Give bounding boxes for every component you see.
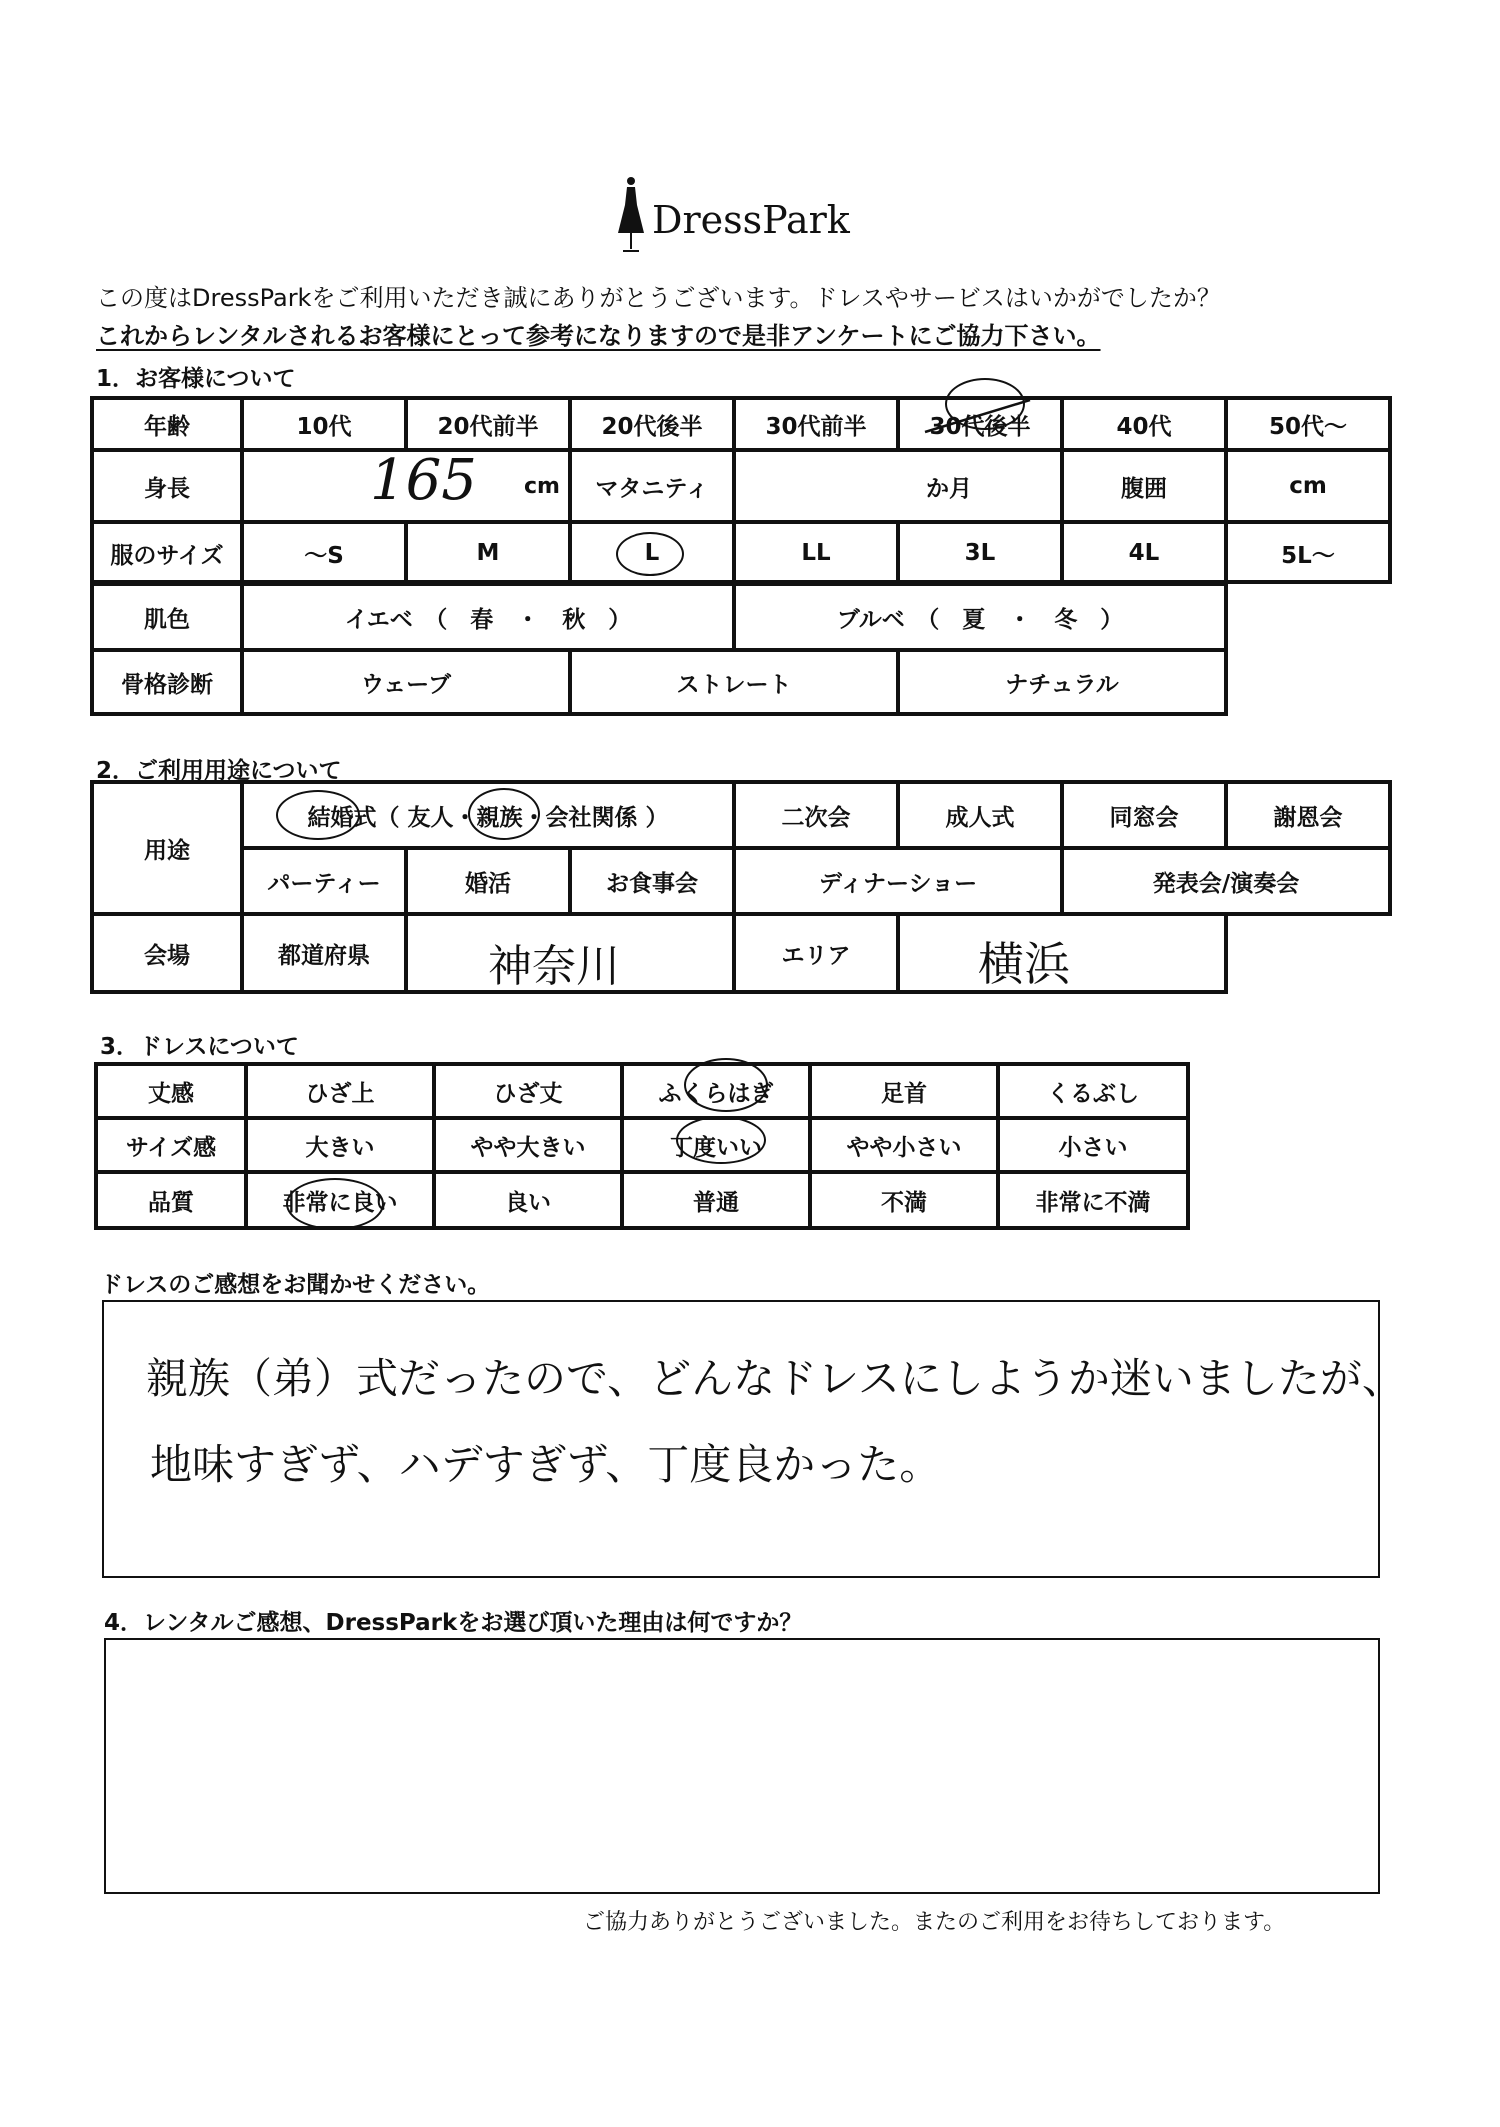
- size-label: 服のサイズ: [92, 522, 242, 584]
- closing-text: ご協力ありがとうございました。またのご利用をお待ちしております。: [583, 1910, 1286, 1935]
- purpose-option[interactable]: ディナーショー: [734, 848, 1062, 914]
- purpose-option[interactable]: 発表会/演奏会: [1062, 848, 1390, 914]
- impressions-line: 地味すぎず、ハデすぎず、丁度良かった。: [150, 1440, 942, 1489]
- purpose-option[interactable]: お食事会: [570, 848, 734, 914]
- maternity-label: マタニティ: [570, 450, 734, 522]
- skin-label: 肌色: [92, 584, 242, 650]
- selection-circle: [276, 790, 360, 840]
- age-option[interactable]: 20代前半: [406, 398, 570, 450]
- size-option[interactable]: 4L: [1062, 522, 1226, 584]
- impressions-prompt: ドレスのご感想をお聞かせください。: [100, 1272, 491, 1298]
- height-label: 身長: [92, 450, 242, 522]
- size-option[interactable]: 3L: [898, 522, 1062, 584]
- purpose-option[interactable]: 成人式: [898, 782, 1062, 848]
- purpose-option[interactable]: 謝恩会: [1226, 782, 1390, 848]
- fit-option[interactable]: 大きい: [246, 1118, 434, 1172]
- skin-yellow-option[interactable]: イエベ （ 春 ・ 秋 ）: [242, 584, 734, 650]
- quality-option[interactable]: 不満: [810, 1172, 998, 1228]
- purpose-label: 用途: [92, 782, 242, 914]
- age-option-selected[interactable]: 30代後半: [898, 398, 1062, 450]
- selection-circle: [468, 788, 540, 840]
- length-option[interactable]: ひざ丈: [434, 1064, 622, 1118]
- selection-circle: [676, 1116, 766, 1164]
- length-option[interactable]: くるぶし: [998, 1064, 1188, 1118]
- strike-mark: [920, 392, 1035, 442]
- purpose-option[interactable]: パーティー: [242, 848, 406, 914]
- section3-title: 3．ドレスについて: [100, 1034, 299, 1060]
- length-option[interactable]: ひざ上: [246, 1064, 434, 1118]
- selection-circle: [684, 1058, 768, 1112]
- quality-option-selected[interactable]: 非常に良い: [246, 1172, 434, 1228]
- quality-option[interactable]: 非常に不満: [998, 1172, 1188, 1228]
- length-option-selected[interactable]: ふくらはぎ: [622, 1064, 810, 1118]
- selection-circle: [286, 1178, 384, 1230]
- purpose-option[interactable]: 婚活: [406, 848, 570, 914]
- skin-blue-option[interactable]: ブルベ （ 夏 ・ 冬 ）: [734, 584, 1226, 650]
- prefecture-label: 都道府県: [242, 914, 406, 992]
- length-option[interactable]: 足首: [810, 1064, 998, 1118]
- size-option[interactable]: LL: [734, 522, 898, 584]
- request-text: これからレンタルされるお客様にとって参考になりますので是非アンケートにご協力下さい。: [96, 322, 1101, 350]
- fit-option-selected[interactable]: 丁度いい: [622, 1118, 810, 1172]
- age-label: 年齢: [92, 398, 242, 450]
- size-option[interactable]: 5L～: [1226, 522, 1390, 584]
- height-unit: cm: [524, 474, 560, 499]
- section1-title: 1．お客様について: [96, 366, 296, 392]
- area-label: エリア: [734, 914, 898, 992]
- fit-option[interactable]: やや小さい: [810, 1118, 998, 1172]
- purpose-option[interactable]: 二次会: [734, 782, 898, 848]
- intro-text: この度はDressParkをご利用いただき誠にありがとうございます。ドレスやサービスはいかがでしたか？: [96, 284, 1221, 312]
- fit-option[interactable]: やや大きい: [434, 1118, 622, 1172]
- maternity-unit: か月: [926, 475, 972, 502]
- age-option[interactable]: 20代後半: [570, 398, 734, 450]
- brand-name: DressPark: [652, 198, 850, 242]
- section2-title: 2．ご利用用途について: [96, 758, 342, 784]
- impressions-line: 親族（弟）式だったので、どんなドレスにしようか迷いましたが、: [146, 1354, 1404, 1403]
- age-option[interactable]: 50代～: [1226, 398, 1390, 450]
- purpose-option[interactable]: 同窓会: [1062, 782, 1226, 848]
- size-option-selected[interactable]: L: [570, 522, 734, 584]
- size-option[interactable]: M: [406, 522, 570, 584]
- frame-label: 骨格診断: [92, 650, 242, 714]
- section4-title: 4．レンタルご感想、DressParkをお選び頂いた理由は何ですか？: [104, 1610, 803, 1636]
- height-value: 165: [370, 448, 477, 513]
- length-label: 丈感: [96, 1064, 246, 1118]
- age-option[interactable]: 30代前半: [734, 398, 898, 450]
- waist-field[interactable]: [1226, 450, 1390, 522]
- fit-option[interactable]: 小さい: [998, 1118, 1188, 1172]
- purpose-wedding-option[interactable]: 結婚式（ 友人・親族・会社関係 ）: [242, 782, 734, 848]
- age-option[interactable]: 10代: [242, 398, 406, 450]
- maternity-field[interactable]: [734, 450, 1062, 522]
- prefecture-value: 神奈川: [488, 941, 620, 992]
- frame-option[interactable]: ウェーブ: [242, 650, 570, 714]
- venue-label: 会場: [92, 914, 242, 992]
- waist-unit: cm: [1289, 473, 1327, 499]
- quality-option[interactable]: 普通: [622, 1172, 810, 1228]
- frame-option[interactable]: ストレート: [570, 650, 898, 714]
- fit-label: サイズ感: [96, 1118, 246, 1172]
- quality-label: 品質: [96, 1172, 246, 1228]
- quality-option[interactable]: 良い: [434, 1172, 622, 1228]
- waist-label: 腹囲: [1062, 450, 1226, 522]
- area-value: 横浜: [978, 937, 1070, 991]
- selection-circle: [616, 532, 684, 576]
- age-option[interactable]: 40代: [1062, 398, 1226, 450]
- reason-box[interactable]: [104, 1638, 1380, 1894]
- frame-option[interactable]: ナチュラル: [898, 650, 1226, 714]
- size-option[interactable]: ～S: [242, 522, 406, 584]
